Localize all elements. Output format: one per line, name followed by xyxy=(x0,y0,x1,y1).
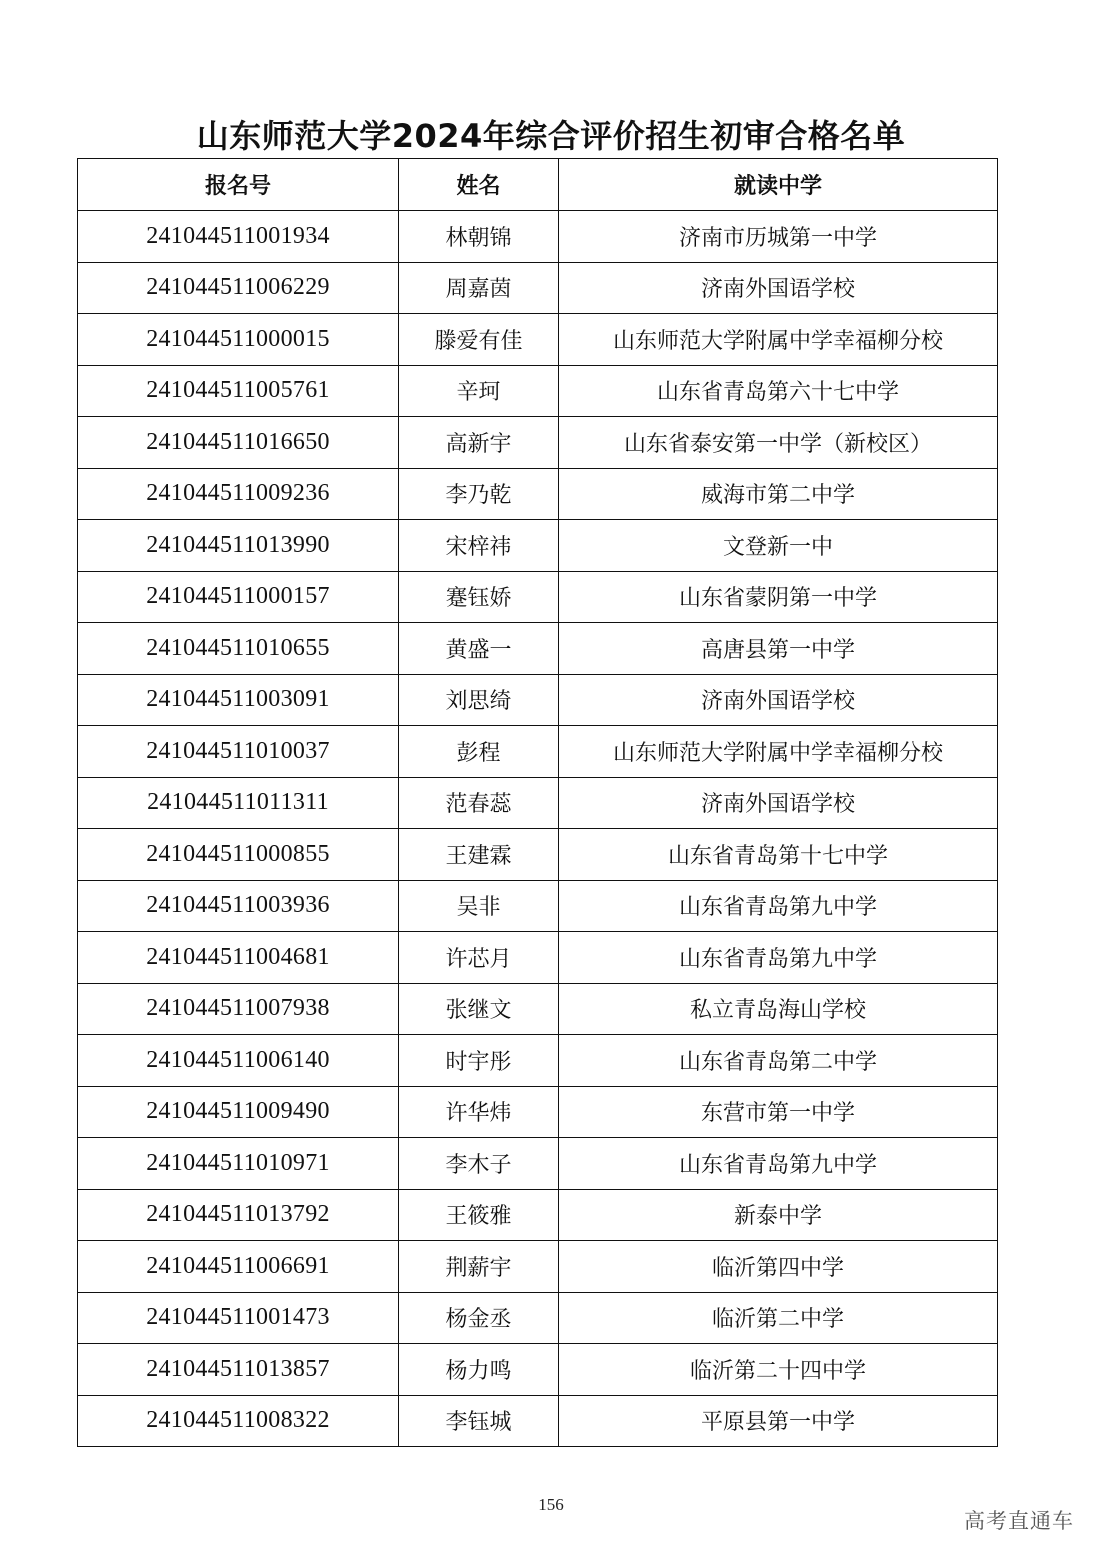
registration-number-cell: 241044511006229 xyxy=(78,262,399,314)
student-name-cell: 蹇钰娇 xyxy=(399,571,559,623)
school-name-cell: 山东省蒙阴第一中学 xyxy=(559,571,998,623)
registration-number-cell: 241044511000157 xyxy=(78,571,399,623)
registration-number-cell: 241044511009236 xyxy=(78,468,399,520)
registration-number-cell: 241044511003936 xyxy=(78,880,399,932)
table-row xyxy=(78,1241,998,1293)
registration-number-cell: 241044511008322 xyxy=(78,1395,399,1447)
student-name-cell: 宋梓祎 xyxy=(399,520,559,572)
registration-number-cell: 241044511001934 xyxy=(78,211,399,263)
registration-number-cell: 241044511010037 xyxy=(78,726,399,778)
registration-number-cell: 241044511006691 xyxy=(78,1241,399,1293)
student-name-cell: 许华炜 xyxy=(399,1086,559,1138)
school-name-cell: 山东省青岛第九中学 xyxy=(559,880,998,932)
table-row xyxy=(78,314,998,366)
student-name-cell: 杨金丞 xyxy=(399,1292,559,1344)
table-row xyxy=(78,571,998,623)
table-row xyxy=(78,1086,998,1138)
table-row xyxy=(78,520,998,572)
school-name-cell: 私立青岛海山学校 xyxy=(559,983,998,1035)
school-name-cell: 山东省青岛第九中学 xyxy=(559,932,998,984)
student-name-cell: 滕爱有佳 xyxy=(399,314,559,366)
school-name-cell: 新泰中学 xyxy=(559,1189,998,1241)
registration-number-cell: 241044511013990 xyxy=(78,520,399,572)
school-name-cell: 威海市第二中学 xyxy=(559,468,998,520)
school-name-cell: 山东师范大学附属中学幸福柳分校 xyxy=(559,314,998,366)
registration-number-cell: 241044511016650 xyxy=(78,417,399,469)
document-title: 山东师范大学2024年综合评价招生初审合格名单 xyxy=(196,117,906,155)
student-name-cell: 刘思绮 xyxy=(399,674,559,726)
student-name-cell: 周嘉茵 xyxy=(399,262,559,314)
table-row xyxy=(78,1138,998,1190)
student-name-cell: 王筱雅 xyxy=(399,1189,559,1241)
registration-number-cell: 241044511005761 xyxy=(78,365,399,417)
student-name-cell: 王建霖 xyxy=(399,829,559,881)
school-name-cell: 山东省泰安第一中学（新校区） xyxy=(559,417,998,469)
student-name-cell: 时宇彤 xyxy=(399,1035,559,1087)
school-name-cell: 济南外国语学校 xyxy=(559,674,998,726)
table-row xyxy=(78,365,998,417)
table-row xyxy=(78,983,998,1035)
school-name-cell: 临沂第四中学 xyxy=(559,1241,998,1293)
registration-number-cell: 241044511013857 xyxy=(78,1344,399,1396)
table-row xyxy=(78,211,998,263)
table-row xyxy=(78,1189,998,1241)
school-name-cell: 文登新一中 xyxy=(559,520,998,572)
registration-number-cell: 241044511013792 xyxy=(78,1189,399,1241)
school-name-cell: 山东师范大学附属中学幸福柳分校 xyxy=(559,726,998,778)
school-name-cell: 济南外国语学校 xyxy=(559,777,998,829)
student-name-cell: 李木子 xyxy=(399,1138,559,1190)
student-name-cell: 彭程 xyxy=(399,726,559,778)
student-name-cell: 辛珂 xyxy=(399,365,559,417)
school-name-cell: 山东省青岛第九中学 xyxy=(559,1138,998,1190)
school-name-cell: 临沂第二十四中学 xyxy=(559,1344,998,1396)
header-name: 姓名 xyxy=(399,159,559,211)
school-name-cell: 济南外国语学校 xyxy=(559,262,998,314)
table-row xyxy=(78,417,998,469)
table-row xyxy=(78,1395,998,1447)
student-name-cell: 张继文 xyxy=(399,983,559,1035)
registration-number-cell: 241044511000855 xyxy=(78,829,399,881)
student-name-cell: 吴非 xyxy=(399,880,559,932)
admission-roster-table xyxy=(77,158,998,1447)
student-name-cell: 许芯月 xyxy=(399,932,559,984)
school-name-cell: 高唐县第一中学 xyxy=(559,623,998,675)
school-name-cell: 山东省青岛第十七中学 xyxy=(559,829,998,881)
school-name-cell: 山东省青岛第二中学 xyxy=(559,1035,998,1087)
registration-number-cell: 241044511000015 xyxy=(78,314,399,366)
school-name-cell: 临沂第二中学 xyxy=(559,1292,998,1344)
table-row xyxy=(78,829,998,881)
student-name-cell: 高新宇 xyxy=(399,417,559,469)
table-header-row xyxy=(78,159,998,211)
table-row xyxy=(78,880,998,932)
student-name-cell: 荆薪宇 xyxy=(399,1241,559,1293)
student-name-cell: 李乃乾 xyxy=(399,468,559,520)
registration-number-cell: 241044511011311 xyxy=(78,777,399,829)
watermark-text: 高考直通车 xyxy=(964,1509,1074,1533)
student-name-cell: 黄盛一 xyxy=(399,623,559,675)
registration-number-cell: 241044511009490 xyxy=(78,1086,399,1138)
school-name-cell: 平原县第一中学 xyxy=(559,1395,998,1447)
table-row xyxy=(78,468,998,520)
registration-number-cell: 241044511010655 xyxy=(78,623,399,675)
registration-number-cell: 241044511001473 xyxy=(78,1292,399,1344)
registration-number-cell: 241044511003091 xyxy=(78,674,399,726)
student-name-cell: 杨力鸣 xyxy=(399,1344,559,1396)
student-name-cell: 范春蕊 xyxy=(399,777,559,829)
table-row xyxy=(78,1344,998,1396)
registration-number-cell: 241044511004681 xyxy=(78,932,399,984)
page-number: 156 xyxy=(538,1495,564,1514)
table-row xyxy=(78,262,998,314)
table-row xyxy=(78,623,998,675)
student-name-cell: 李钰城 xyxy=(399,1395,559,1447)
school-name-cell: 东营市第一中学 xyxy=(559,1086,998,1138)
table-row xyxy=(78,1035,998,1087)
header-school: 就读中学 xyxy=(559,159,998,211)
header-registration-number: 报名号 xyxy=(78,159,399,211)
student-name-cell: 林朝锦 xyxy=(399,211,559,263)
table-row xyxy=(78,1292,998,1344)
table-row xyxy=(78,674,998,726)
school-name-cell: 山东省青岛第六十七中学 xyxy=(559,365,998,417)
table-row xyxy=(78,726,998,778)
table-row xyxy=(78,777,998,829)
table-body xyxy=(78,211,998,1447)
registration-number-cell: 241044511010971 xyxy=(78,1138,399,1190)
school-name-cell: 济南市历城第一中学 xyxy=(559,211,998,263)
registration-number-cell: 241044511007938 xyxy=(78,983,399,1035)
table-row xyxy=(78,932,998,984)
registration-number-cell: 241044511006140 xyxy=(78,1035,399,1087)
